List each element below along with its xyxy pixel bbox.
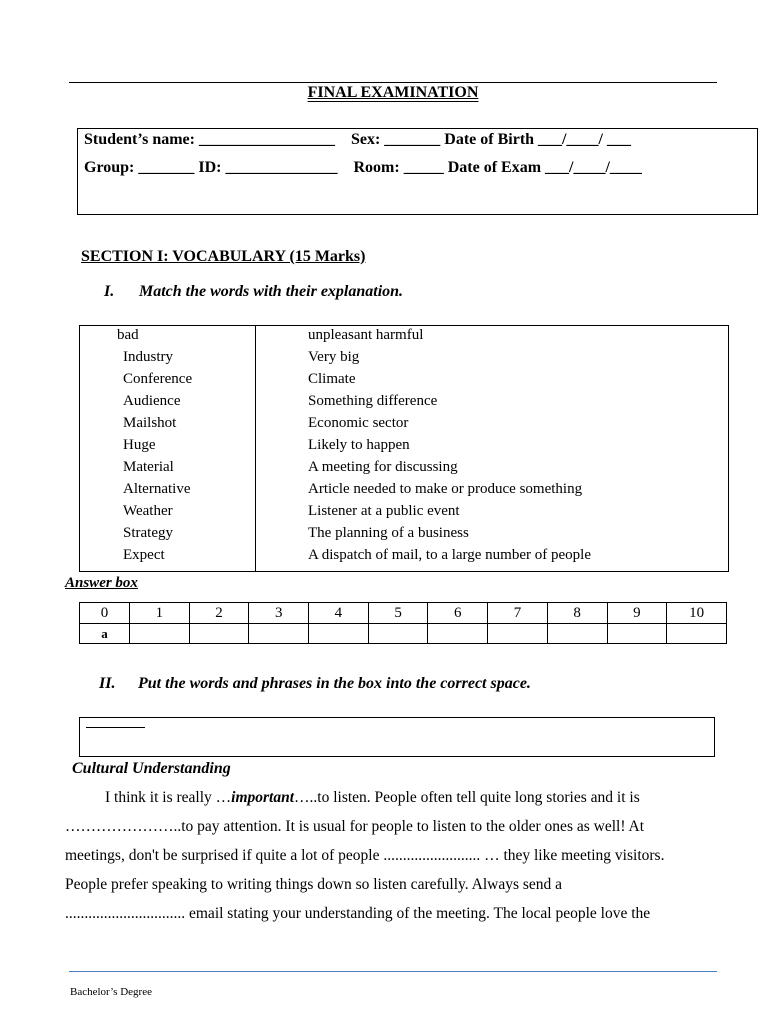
answer-cell [488,624,548,644]
match-definition: unpleasant harmful [308,327,424,343]
match-word: Huge [123,437,156,453]
answer-cell [547,624,607,644]
match-word: Material [123,459,174,475]
section-heading: SECTION I: VOCABULARY (15 Marks) [81,248,366,265]
match-definition: Listener at a public event [308,503,460,519]
match-definition: Economic sector [308,415,409,431]
task-2-instruction [99,675,531,693]
task-2-text: Put the words and phrases in the box into the correct space. [138,675,531,692]
match-word: Expect [123,547,165,563]
answer-number-cell: 3 [249,603,309,624]
answer-number-cell: 10 [667,603,727,624]
task-2-number: II. [99,675,116,692]
passage-line-1-end: …..to listen. People often tell quite long stories and it is [294,789,640,806]
answer-cell [189,624,249,644]
passage-line-2: …………………..to pay attention. It is usual for people to listen to the older ones as well! At [65,818,645,835]
answer-cell [130,624,190,644]
answer-box-table [79,602,727,644]
match-definition: The planning of a business [308,525,469,541]
task-1-instruction [104,283,403,301]
answer-cell [249,624,309,644]
match-word: Weather [123,503,173,519]
answer-cell [309,624,369,644]
passage-title: Cultural Understanding [72,760,231,777]
task-1-number: I. [104,283,115,300]
answer-number-cell: 0 [80,603,130,624]
passage-line-5: ............................... email stating your understanding of the meeting. The local people love the [65,905,651,922]
answer-cell [368,624,428,644]
answer-cell [607,624,667,644]
answer-cell [667,624,727,644]
passage-line-4: People prefer speaking to writing things down so listen carefully. Always send a [65,876,563,893]
match-definition: A meeting for discussing [308,459,458,475]
footer-text: Bachelor’s Degree [70,986,152,998]
answer-number-cell: 8 [547,603,607,624]
match-definition: Something difference [308,393,438,409]
answer-number-cell: 7 [488,603,548,624]
match-word: Strategy [123,525,173,541]
match-word: Mailshot [123,415,177,431]
top-rule [69,82,717,83]
match-word: Industry [123,349,173,365]
match-definition: Article needed to make or produce something [308,481,583,497]
passage-line-1-start: I think it is really … [105,789,232,806]
answer-number-cell: 2 [189,603,249,624]
answer-number-cell: 1 [130,603,190,624]
match-word: Alternative [123,481,191,497]
answer-letter-row [80,624,727,644]
student-info-line-1: Student’s name: _________________ Sex: _______ Date of Birth ___/____/ ___ [84,131,631,148]
match-table-divider [255,325,256,572]
answer-number-cell: 5 [368,603,428,624]
match-definition: Very big [308,349,360,365]
match-word: Audience [123,393,181,409]
answer-number-cell: 6 [428,603,488,624]
match-word: bad [117,327,139,343]
task-1-text: Match the words with their explanation. [139,283,404,300]
answer-cell [428,624,488,644]
passage-bold-word: important [231,789,295,806]
word-bank-line [86,727,145,728]
answer-number-cell: 4 [309,603,369,624]
footer-rule [69,971,717,972]
match-definition: A dispatch of mail, to a large number of people [308,547,591,563]
passage-line-3: meetings, don't be surprised if quite a lot of people ......................... … they like meeting visitors. [65,847,665,864]
passage-line-1 [105,789,768,807]
page-title: FINAL EXAMINATION [307,84,479,101]
word-bank-box [79,717,715,757]
answer-box-label: Answer box [65,575,138,591]
answer-number-cell: 9 [607,603,667,624]
match-word: Conference [123,371,193,387]
answer-cell: a [80,624,130,644]
match-definition: Likely to happen [308,437,410,453]
student-info-line-2: Group: _______ ID: ______________ Room: _____ Date of Exam ___/____/____ [84,159,642,176]
answer-number-row [80,603,727,624]
match-definition: Climate [308,371,356,387]
